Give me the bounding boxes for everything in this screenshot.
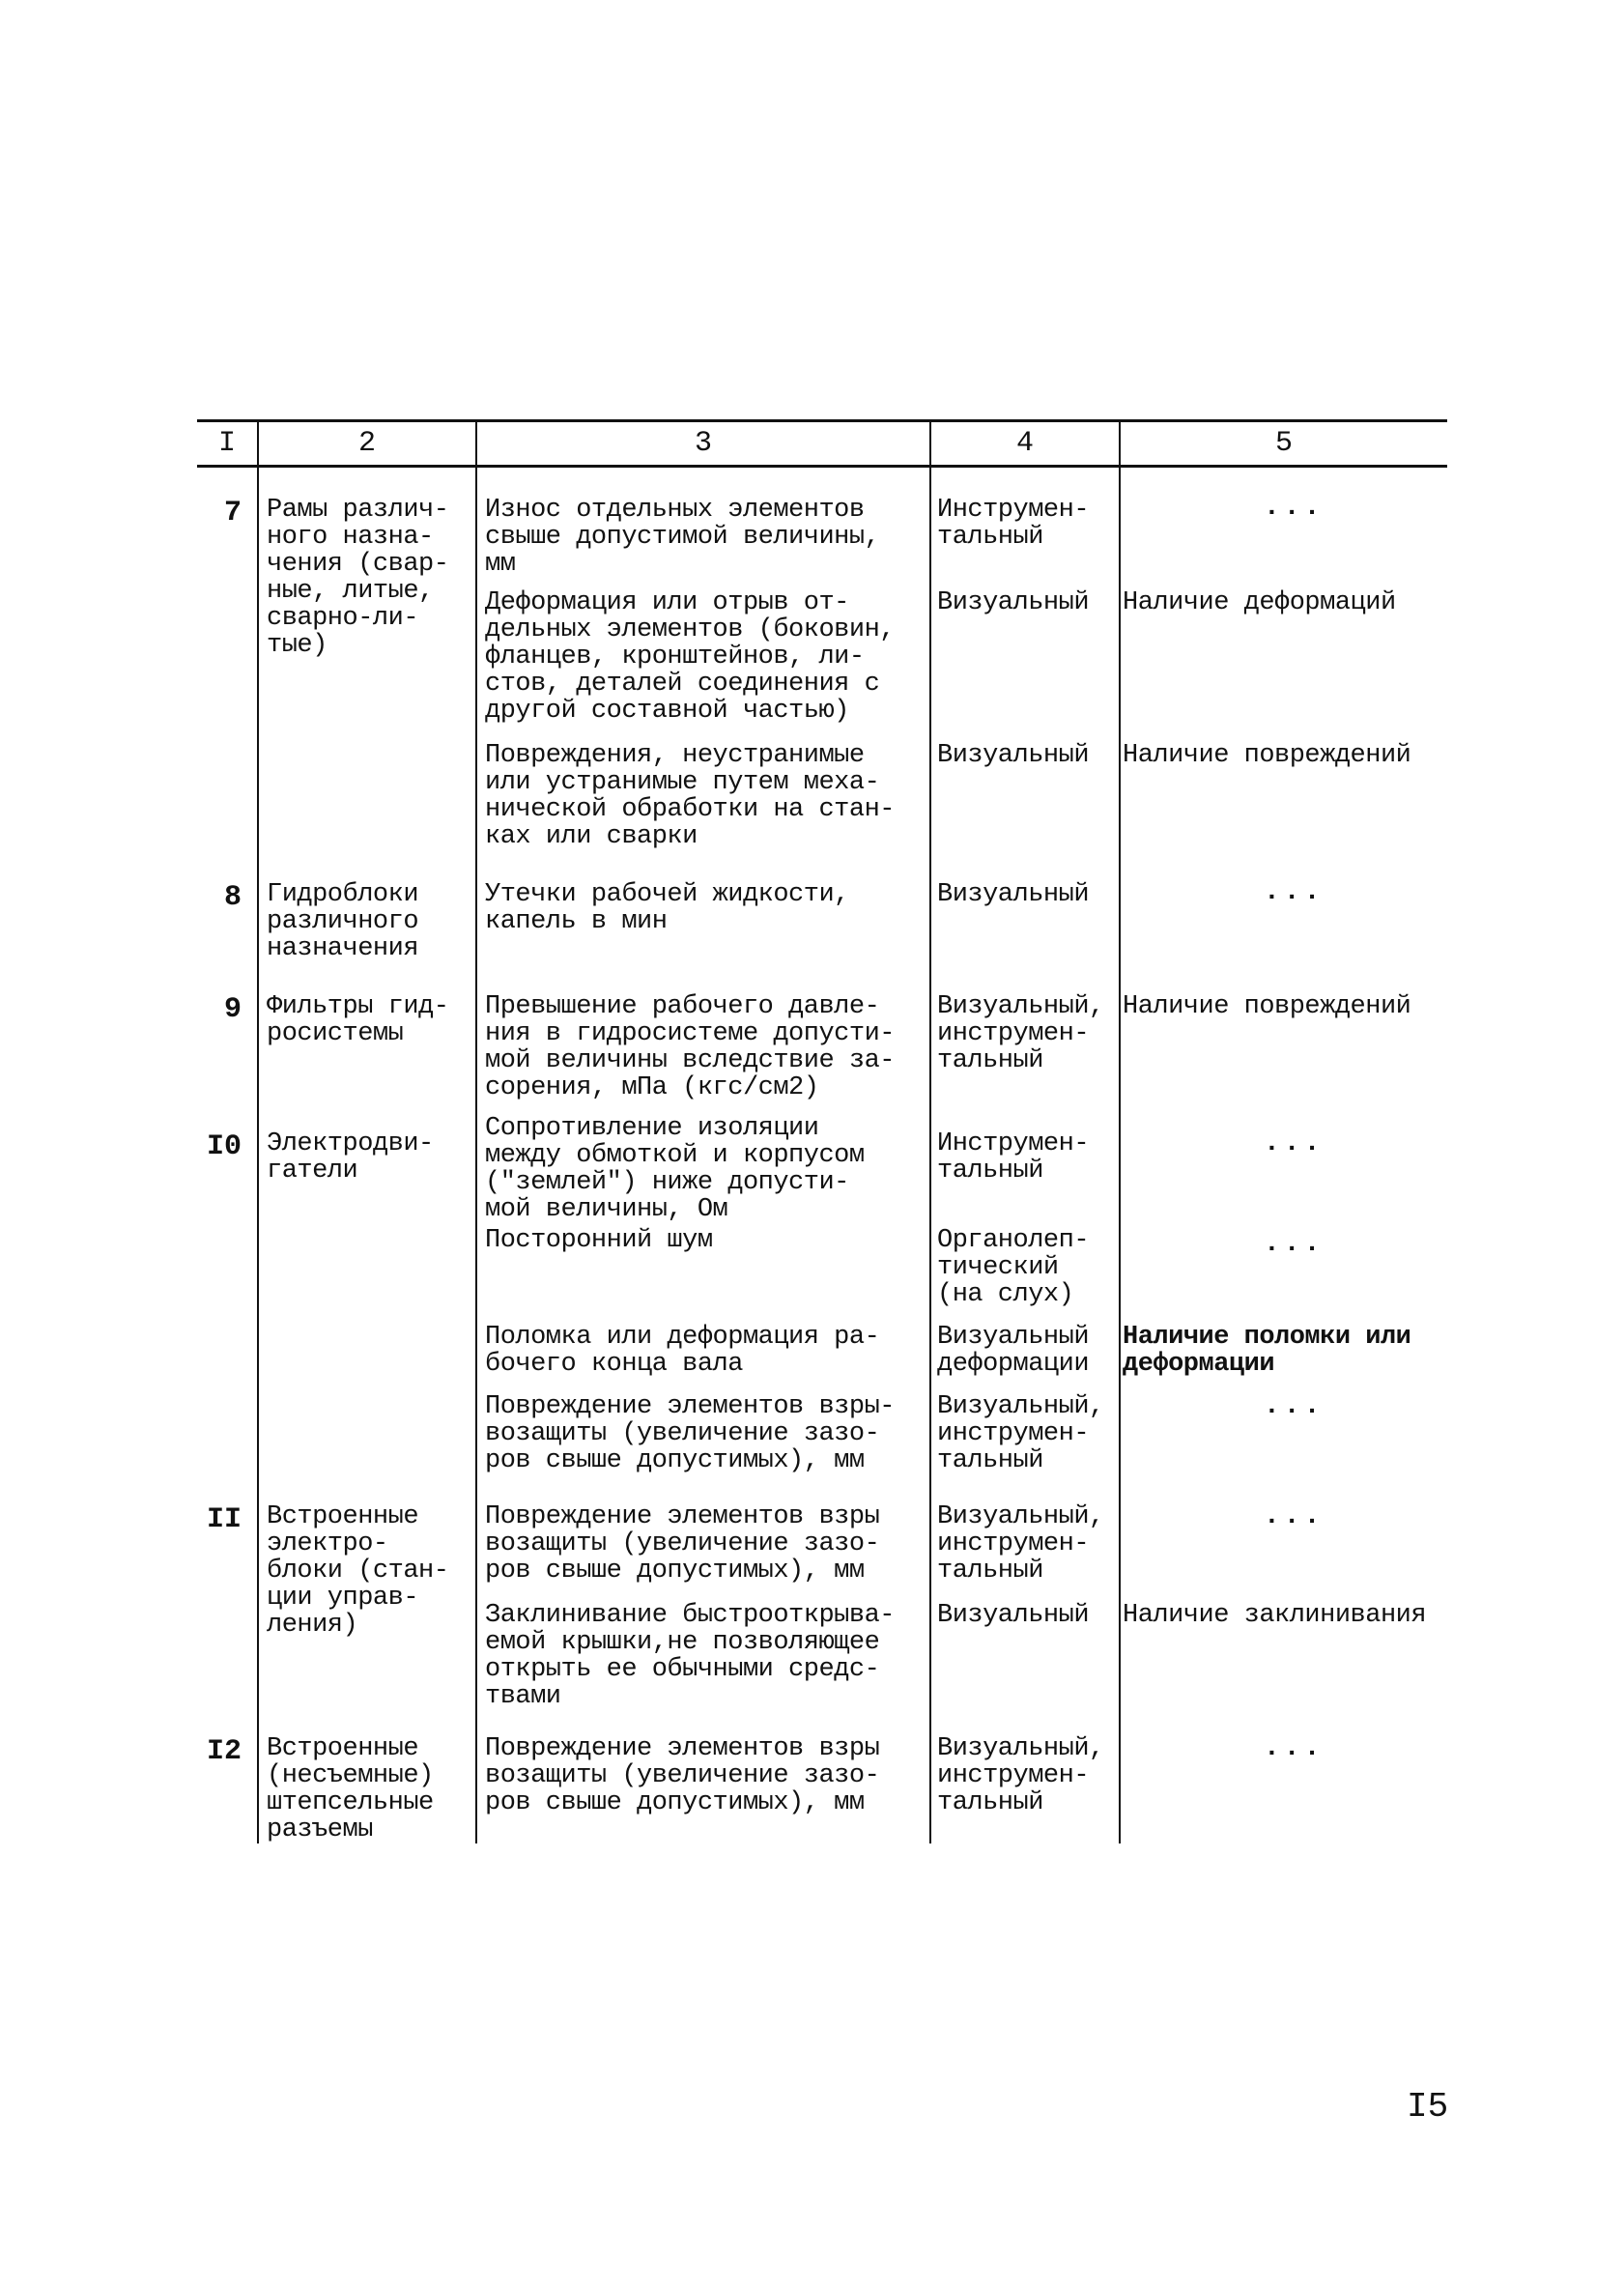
result-ellipsis: ... <box>1264 1391 1325 1421</box>
control-method: Визуальный <box>937 741 1090 770</box>
rejection-criterion: Наличие поломки или деформации <box>1123 1323 1411 1379</box>
row-number: I0 <box>206 1130 242 1163</box>
rejection-criterion: Наличие повреждений <box>1123 992 1411 1021</box>
defect-description: Повреждение элементов взры- возащиты (увеличение зазо- ров свыше допустимых), мм <box>485 1392 895 1475</box>
result-ellipsis: ... <box>1264 1733 1325 1763</box>
component-name: Встроенные электро- блоки (стан- ции управ- ления) <box>267 1502 449 1640</box>
defect-description: Утечки рабочей жидкости, капель в мин <box>485 880 849 936</box>
defect-description: Повреждения, неустранимые или устранимые путем меха- нической обработки на стан- ках или сварки <box>485 741 895 851</box>
result-ellipsis: ... <box>1264 493 1325 523</box>
header-col-4: 4 <box>1015 427 1034 460</box>
control-method: Визуальный <box>937 880 1090 909</box>
defect-description: Превышение рабочего давле- ния в гидросистеме допусти- мой величины вследствие за- сорения, мПа (кгс/см2) <box>485 992 895 1102</box>
control-method: Визуальный, инструмен- тальный <box>937 992 1104 1075</box>
header-col-1: I <box>217 427 236 460</box>
result-ellipsis: ... <box>1264 1229 1325 1259</box>
row-number: II <box>206 1503 242 1536</box>
row-number: 9 <box>223 993 242 1026</box>
rejection-criterion: Наличие повреждений <box>1123 741 1411 770</box>
defect-description: Поломка или деформация ра- бочего конца вала <box>485 1323 880 1379</box>
component-name: Электродви- гатели <box>267 1129 434 1186</box>
row-number: 8 <box>223 881 242 914</box>
row-number: 7 <box>223 497 242 529</box>
rejection-criterion: Наличие деформаций <box>1123 588 1396 617</box>
column-divider-1 <box>257 419 259 1843</box>
header-col-2: 2 <box>357 427 376 460</box>
header-col-3: 3 <box>694 427 712 460</box>
rejection-criterion: Наличие заклинивания <box>1123 1601 1427 1630</box>
control-method: Визуальный, инструмен- тальный <box>937 1392 1104 1475</box>
table-top-rule <box>197 419 1447 422</box>
control-method: Органолеп- тический (на слух) <box>937 1226 1090 1309</box>
control-method: Визуальный <box>937 588 1090 617</box>
column-divider-3 <box>929 419 931 1843</box>
component-name: Гидроблоки различного назначения <box>267 880 419 963</box>
control-method: Визуальный, инструмен- тальный <box>937 1502 1104 1586</box>
control-method: Инструмен- тальный <box>937 1129 1090 1186</box>
column-divider-2 <box>475 419 477 1843</box>
result-ellipsis: ... <box>1264 877 1325 907</box>
defect-description: Повреждение элементов взры возащиты (увеличение зазо- ров свыше допустимых), мм <box>485 1502 880 1586</box>
column-divider-4 <box>1119 419 1121 1843</box>
defect-description: Заклинивание быстрооткрыва- емой крышки,не позволяющее открыть ее обычными средс- твами <box>485 1601 895 1711</box>
header-col-5: 5 <box>1274 427 1293 460</box>
control-method: Визуальный деформации <box>937 1323 1090 1379</box>
defect-description: Деформация или отрыв от- дельных элементов (боковин, фланцев, кронштейнов, ли- стов, деталей соединения с другой составной частью) <box>485 588 895 726</box>
control-method: Инструмен- тальный <box>937 496 1090 552</box>
row-number: I2 <box>206 1735 242 1768</box>
defect-description: Износ отдельных элементов свыше допустимой величины, мм <box>485 496 880 579</box>
control-method: Визуальный <box>937 1601 1090 1630</box>
component-name: Фильтры гид- росистемы <box>267 992 449 1048</box>
result-ellipsis: ... <box>1264 1501 1325 1531</box>
table-header-rule <box>197 465 1447 468</box>
defects-table <box>197 419 1447 1843</box>
component-name: Встроенные (несъемные) штепсельные разъемы <box>267 1734 434 1844</box>
result-ellipsis: ... <box>1264 1129 1325 1158</box>
component-name: Рамы различ- ного назна- чения (свар- ные, литые, сварно-ли- тые) <box>267 496 449 660</box>
defect-description: Сопротивление изоляции между обмоткой и корпусом ("землей") ниже допусти- мой величины, Ом <box>485 1114 865 1224</box>
control-method: Визуальный, инструмен- тальный <box>937 1734 1104 1817</box>
page-number: I5 <box>1407 2087 1449 2127</box>
defect-description: Посторонний шум <box>485 1226 713 1255</box>
defect-description: Повреждение элементов взры возащиты (увеличение зазо- ров свыше допустимых), мм <box>485 1734 880 1817</box>
